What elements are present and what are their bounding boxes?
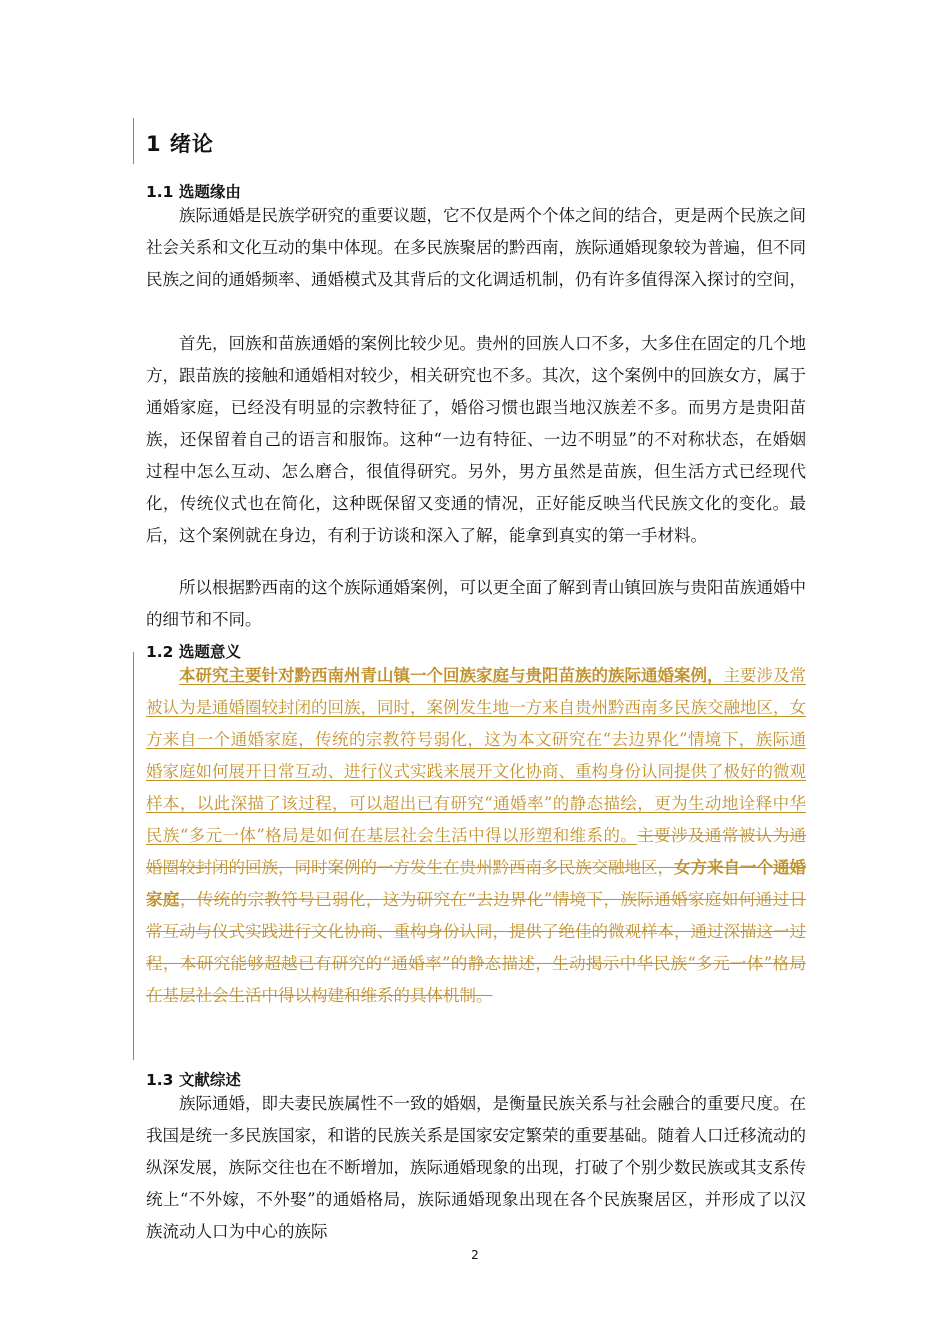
change-bar — [133, 118, 134, 164]
inserted-text: 主要涉及常被认为是通婚圈较封闭的回族，同时，案例发生地一方来自贵州黔西南多民族交融地区，女方来自一个通婚家庭，传统的宗教符号弱化，这为本文研究在“去边界化”情境下，族际通婚家庭如何展开日常互动、进行仪式实践来展开文化协商、重构身份认同提供了极好的微观样本，以此深描了该过程，可以超出已有研究“通婚率”的静态描绘，更为生动地诠释中华民族“多元一体”格局是如何在基层社会生活中得以形塑和维系的。 — [146, 666, 806, 845]
paragraph-1-1-3: 所以根据黔西南的这个族际通婚案例，可以更全面了解到青山镇回族与贵阳苗族通婚中的细节和不同。 — [146, 578, 806, 629]
tracked-change-paragraph — [146, 660, 806, 1012]
deleted-text: 女方来自一个通婚家庭 — [146, 858, 806, 909]
deleted-text: 主要涉及通常被认为通婚圈较封闭的回族，同时案例的一方发生在贵州黔西南多民族交融地区， — [146, 826, 807, 877]
paragraph-1-1-1: 族际通婚是民族学研究的重要议题，它不仅是两个个体之间的结合，更是两个民族之间社会关系和文化互动的集中体现。在多民族聚居的黔西南，族际通婚现象较为普遍，但不同民族之间的通婚频率、通婚模式及其背后的文化调适机制，仍有许多值得深入探讨的空间， — [146, 206, 806, 289]
chapter-heading: 1 绪论 — [146, 132, 214, 156]
paragraph-1-1-2: 首先，回族和苗族通婚的案例比较少见。贵州的回族人口不多，大多住在固定的几个地方，跟苗族的接触和通婚相对较少，相关研究也不多。其次，这个案例中的回族女方，属于通婚家庭，已经没有明显的宗教特征了，婚俗习惯也跟当地汉族差不多。而男方是贵阳苗族，还保留着自己的语言和服饰。这种“一边有特征、一边不明显”的不对称状态，在婚姻过程中怎么互动、怎么磨合，很值得研究。另外，男方虽然是苗族，但生活方式已经现代化，传统仪式也在简化，这种既保留又变通的情况，正好能反映当代民族文化的变化。最后，这个案例就在身边，有利于访谈和深入了解，能拿到真实的第一手材料。 — [146, 334, 806, 545]
section-heading-1-1: 1.1 选题缘由 — [146, 183, 241, 201]
deleted-text: ，传统的宗教符号已弱化，这为研究在“去边界化”情境下，族际通婚家庭如何通过日常互动与仪式实践进行文化协商、重构身份认同，提供了绝佳的微观样本，通过深描这一过程，本研究能够超越已有研究的“通婚率”的静态描述，生动揭示中华民族“多元一体”格局在基层社会生活中得以构建和维系的具体机制。 — [146, 890, 806, 1005]
section-heading-1-3: 1.3 文献综述 — [146, 1071, 241, 1089]
inserted-text: 本研究主要针对黔西南州青山镇一个回族家庭与贵阳苗族的族际通婚案例， — [179, 666, 724, 685]
page-number: 2 — [471, 1248, 479, 1262]
paragraph-1-3-1: 族际通婚，即夫妻民族属性不一致的婚姻，是衡量民族关系与社会融合的重要尺度。在我国是统一多民族国家，和谐的民族关系是国家安定繁荣的重要基础。随着人口迁移流动的纵深发展，族际交往也在不断增加，族际通婚现象的出现，打破了个别少数民族或其支系传统上“不外嫁，不外娶”的通婚格局，族际通婚现象出现在各个民族聚居区，并形成了以汉族流动人口为中心的族际 — [146, 1094, 806, 1241]
change-bar — [133, 652, 134, 1060]
section-heading-1-2: 1.2 选题意义 — [146, 643, 241, 661]
